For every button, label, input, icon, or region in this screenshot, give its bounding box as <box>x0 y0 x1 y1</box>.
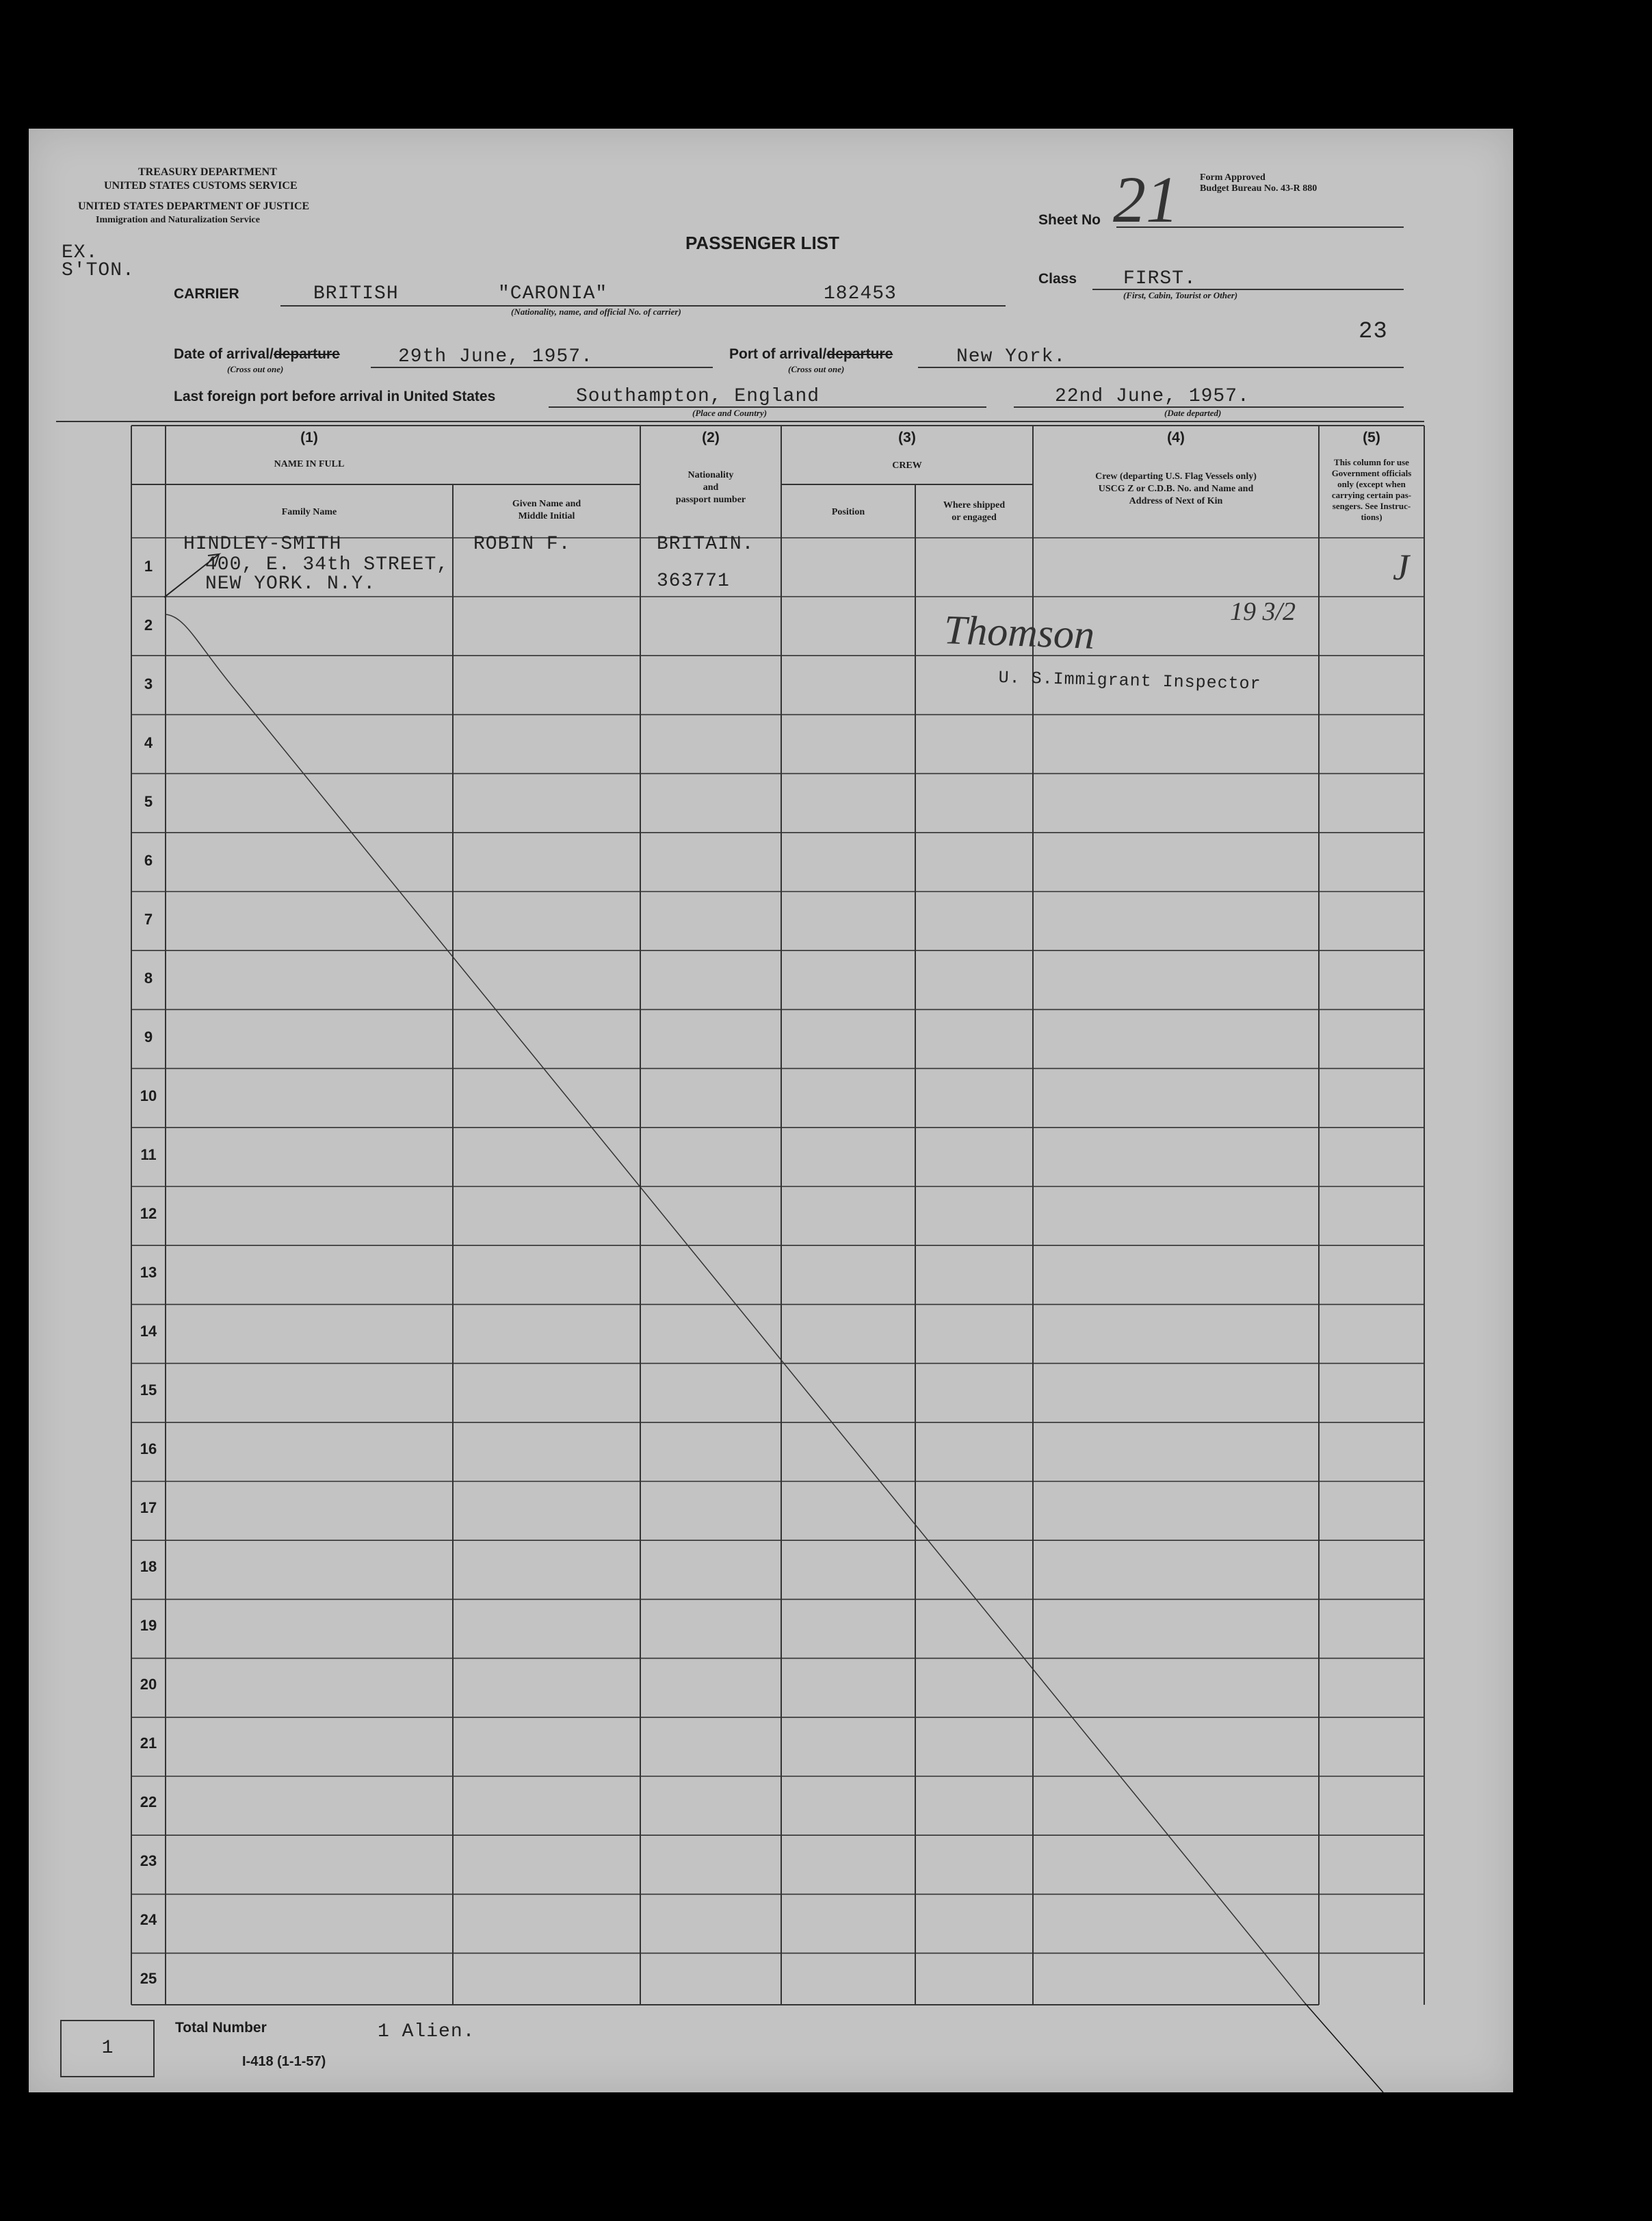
col-5-number: (5) <box>1363 430 1380 445</box>
class-label: Class <box>1038 271 1077 287</box>
col-1-number: (1) <box>300 430 318 445</box>
row-number: 5 <box>144 793 153 810</box>
agency-line-1: TREASURY DEPARTMENT <box>138 166 277 178</box>
arrival-date-struck: departure <box>273 346 340 362</box>
ex-note-line-2: S'TON. <box>62 260 135 281</box>
row-number: 15 <box>140 1381 157 1399</box>
last-port-date-value: 22nd June, 1957. <box>1055 386 1250 407</box>
col-5-line-3: only (except when <box>1337 479 1406 489</box>
entry-col5-mark: J <box>1393 547 1409 588</box>
col-5-line-5: sengers. See Instruc- <box>1332 501 1411 511</box>
row-number: 16 <box>140 1440 157 1457</box>
count-box-value: 1 <box>101 2038 114 2059</box>
page-title: PASSENGER LIST <box>685 233 839 253</box>
passenger-list-sheet <box>29 129 1513 2092</box>
entry-given-name: ROBIN F. <box>473 534 571 555</box>
row-number: 12 <box>140 1205 157 1222</box>
col-3-number: (3) <box>898 430 916 445</box>
arrival-date-caption: (Cross out one) <box>227 364 284 374</box>
arrival-port-label: Port of arrival/departure <box>729 346 893 362</box>
row-number: 18 <box>140 1558 157 1575</box>
row-number: 2 <box>144 616 153 634</box>
row-number: 8 <box>144 970 153 987</box>
row-number: 7 <box>144 911 153 928</box>
inspector-title: U. S.Immigrant Inspector <box>998 668 1261 694</box>
row-number: 9 <box>144 1028 153 1045</box>
ex-note-line-1: EX. <box>62 242 99 263</box>
last-port-date-caption: (Date departed) <box>1164 408 1222 418</box>
carrier-label: CARRIER <box>174 286 239 302</box>
row-number: 1 <box>144 558 153 575</box>
arrival-port-value: New York. <box>956 346 1066 367</box>
entry-nationality: BRITAIN. <box>657 534 755 555</box>
row-number: 13 <box>140 1264 157 1281</box>
row-number: 14 <box>140 1323 157 1340</box>
shipped-header-line-2: or engaged <box>952 512 997 523</box>
family-name-header: Family Name <box>281 507 337 517</box>
row-number: 17 <box>140 1499 157 1516</box>
row-number: 11 <box>140 1146 157 1163</box>
total-number-value: 1 Alien. <box>378 2021 475 2042</box>
arrival-date-value: 29th June, 1957. <box>398 346 593 367</box>
col-2-line-3: passport number <box>675 495 746 505</box>
last-port-caption: (Place and Country) <box>692 408 768 418</box>
col-5-line-2: Government officials <box>1331 468 1412 478</box>
total-number-label: Total Number <box>175 2020 267 2036</box>
col-5-line-4: carrying certain pas- <box>1331 490 1412 500</box>
class-caption: (First, Cabin, Tourist or Other) <box>1123 290 1238 300</box>
agency-line-4: Immigration and Naturalization Service <box>96 215 260 225</box>
row-number: 19 <box>140 1617 157 1634</box>
row-number: 10 <box>140 1087 157 1104</box>
row-number: 3 <box>144 675 153 692</box>
col-5-line-1: This column for use <box>1334 457 1409 467</box>
arrival-port-caption: (Cross out one) <box>788 364 845 374</box>
col-4-number: (4) <box>1167 430 1185 445</box>
row-number: 22 <box>140 1793 157 1810</box>
inspector-signature: Thomson <box>943 607 1096 658</box>
carrier-nationality: BRITISH <box>313 283 399 304</box>
last-port-value: Southampton, England <box>576 386 820 407</box>
position-header: Position <box>831 507 865 517</box>
row-number: 25 <box>140 1970 157 1987</box>
row-number: 6 <box>144 852 153 869</box>
col-3-title: CREW <box>892 460 922 471</box>
col-4-line-3: Address of Next of Kin <box>1129 496 1223 506</box>
form-approved-line-2: Budget Bureau No. 43-R 880 <box>1200 183 1317 194</box>
col-2-line-1: Nationality <box>687 470 734 480</box>
entry-address-line-2: NEW YORK. N.Y. <box>205 573 376 595</box>
row-number: 24 <box>140 1911 157 1928</box>
col-1-title: NAME IN FULL <box>274 459 345 469</box>
col-5-line-6: tions) <box>1361 512 1382 522</box>
entry-address-line-1: 400, E. 34th STREET, <box>205 554 449 575</box>
given-name-header-line-1: Given Name and <box>512 499 581 509</box>
page-number: 23 <box>1359 319 1388 345</box>
col-4-line-1: Crew (departing U.S. Flag Vessels only) <box>1095 471 1257 482</box>
class-value: FIRST. <box>1123 268 1196 289</box>
last-port-label: Last foreign port before arrival in United States <box>174 389 496 404</box>
row-number: 4 <box>144 734 153 751</box>
arrival-date-label: Date of arrival/departure <box>174 346 340 362</box>
count-box <box>60 2020 155 2077</box>
row-number: 23 <box>140 1852 157 1869</box>
arrival-port-struck: departure <box>826 346 893 362</box>
form-approved-line-1: Form Approved <box>1200 172 1266 183</box>
agency-line-3: UNITED STATES DEPARTMENT OF JUSTICE <box>78 200 310 212</box>
carrier-name: "CARONIA" <box>498 283 608 304</box>
shipped-header-line-1: Where shipped <box>943 500 1006 510</box>
sheet-no-label: Sheet No <box>1038 212 1101 228</box>
sheet-no-handwritten: 21 <box>1113 163 1179 236</box>
row-number: 20 <box>140 1676 157 1693</box>
carrier-official-no: 182453 <box>824 283 897 304</box>
agency-line-2: UNITED STATES CUSTOMS SERVICE <box>104 180 298 192</box>
entry-family-name: HINDLEY-SMITH <box>183 534 342 555</box>
col-2-line-2: and <box>703 482 719 493</box>
entry-passport: 363771 <box>657 571 730 592</box>
col-4-line-2: USCG Z or C.D.B. No. and Name and <box>1098 484 1254 494</box>
given-name-header-line-2: Middle Initial <box>518 511 575 521</box>
inspector-note: 19 3/2 <box>1230 597 1296 626</box>
carrier-caption: (Nationality, name, and official No. of carrier) <box>511 307 681 317</box>
form-number: I-418 (1-1-57) <box>242 2054 326 2069</box>
col-2-number: (2) <box>702 430 720 445</box>
table-grid <box>29 129 1513 2092</box>
row-number: 21 <box>140 1735 157 1752</box>
